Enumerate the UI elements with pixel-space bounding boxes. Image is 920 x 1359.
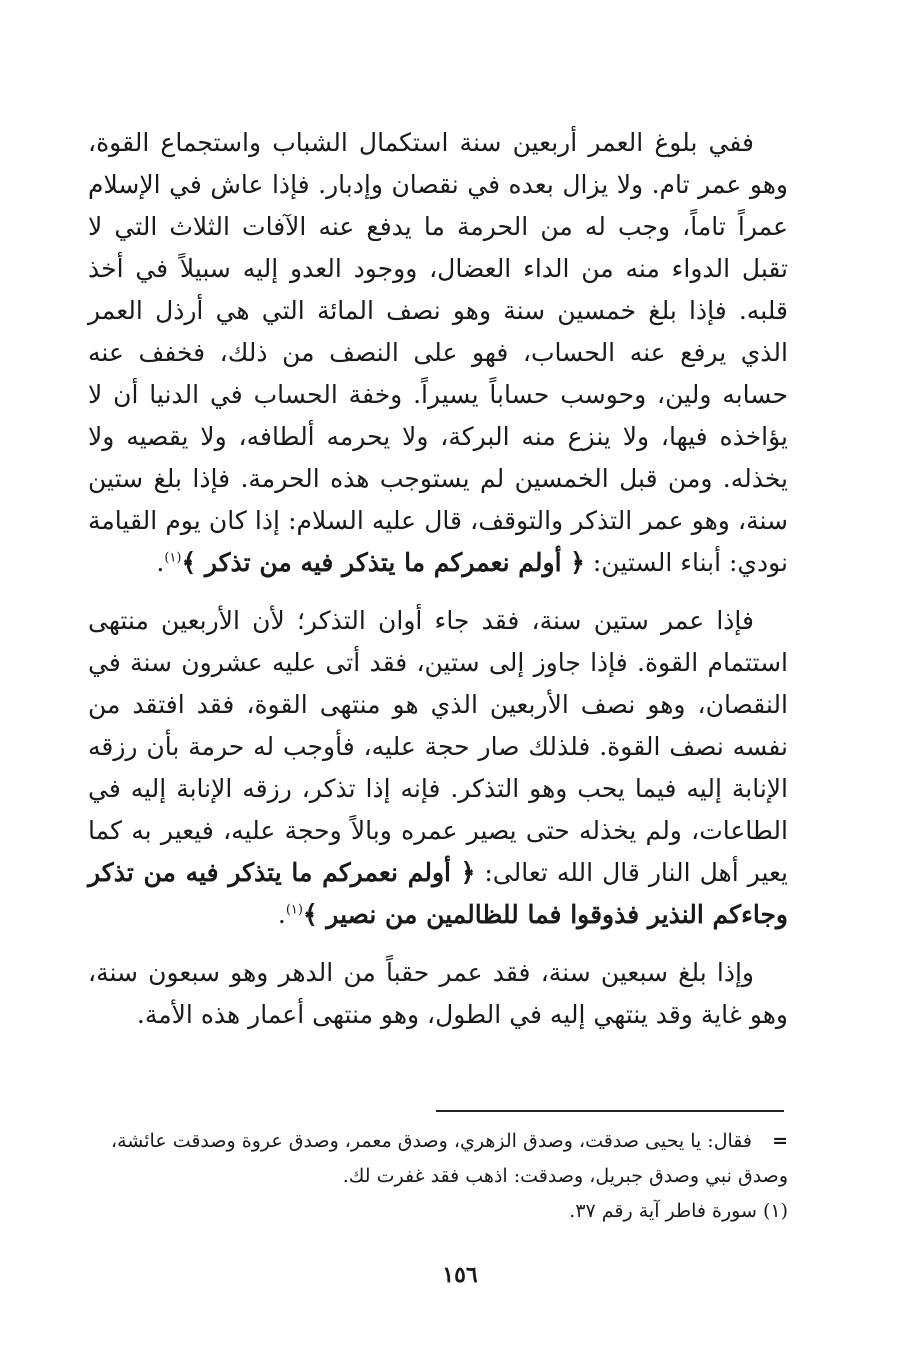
footnote-1: (١) سورة فاطر آية رقم ٣٧. <box>569 1200 788 1222</box>
footnotes <box>88 1124 788 1229</box>
paragraph-3-text: وإذا بلغ سبعين سنة، فقد عمر حقباً من الدهر وهو سبعون سنة، وهو غاية وقد ينتهي إليه في الطول، وهو منتهى أعمار هذه الأمة. <box>88 958 788 1029</box>
footnote-ref-2: (١) <box>285 902 303 918</box>
paragraph-2 <box>88 600 788 936</box>
page-number: ١٥٦ <box>442 1262 478 1288</box>
footnote-ref-1: (١) <box>164 550 182 566</box>
continuation-mark: = <box>772 1130 788 1152</box>
paragraph-3 <box>88 952 788 1036</box>
main-text <box>88 122 788 1036</box>
continuation-text: فقال: يا يحيى صدقت، وصدق الزهري، وصدق معمر، وصدق عروة وصدقت عائشة، وصدق نبي وصدق جبريل، وصدقت: اذهب فقد غفرت لك. <box>110 1130 788 1187</box>
paragraph-1 <box>88 122 788 584</box>
paragraph-1-text: ففي بلوغ العمر أربعين سنة استكمال الشباب واستجماع القوة، وهو عمر تام. ولا يزال بعده في نقصان وإدبار. فإذا عاش في الإسلام عمراً تاماً، وجب له من الحرمة ما يدفع عنه الآفات الثلاث التي لا تقبل الدواء منه من الداء العضال، ووجود العدو إليه سبيلاً في أخذ قلبه. فإذا بلغ خمسين سنة وهو نصف المائة التي هي أرذل العمر الذي يرفع عنه الحساب، فهو على النصف من ذلك، فخفف عنه حسابه ولين، وحوسب حساباً يسيراً. وخفة الحساب في الدنيا أن لا يؤاخذه فيها، ولا ينزع منه البركة، ولا يحرمه ألطافه، ولا يقصيه ولا يخذله. ومن قبل الخمسين لم يستوجب هذه الحرمة. فإذا بلغ ستين سنة، وهو عمر التذكر والتوقف، قال عليه السلام: إذا كان يوم القيامة نودي: أبناء الستين: <box>88 128 788 577</box>
paragraph-1-end: . <box>156 548 165 577</box>
quran-verse-1: ﴿ أولم نعمركم ما يتذكر فيه من تذكر ﴾ <box>181 548 585 577</box>
footnote-continuation <box>88 1124 788 1194</box>
quran-verse-2: ﴿ أولم نعمركم ما يتذكر فيه من تذكر وجاءكم النذير فذوقوا فما للظالمين من نصير ﴾ <box>88 858 788 929</box>
paragraph-2-text: فإذا عمر ستين سنة، فقد جاء أوان التذكر؛ لأن الأربعين منتهى استتمام القوة. فإذا جاوز إلى ستين، فقد أتى عليه عشرون سنة في النقصان، وهو نصف الأربعين الذي هو منتهى القوة، فقد افتقد من نفسه نصف القوة. فلذلك صار حجة عليه، فأوجب له حرمة بأن رزقه الإنابة إليه فيما يحب وهو التذكر. فإنه إذا تذكر، رزقه الإنابة إليه في الطاعات، ولم يخذله حتى يصير عمره وبالاً وحجة عليه، فيعير به كما يعير أهل النار قال الله تعالى: <box>88 606 789 887</box>
paragraph-2-end: . <box>277 900 286 929</box>
footnote-separator <box>436 1110 784 1112</box>
